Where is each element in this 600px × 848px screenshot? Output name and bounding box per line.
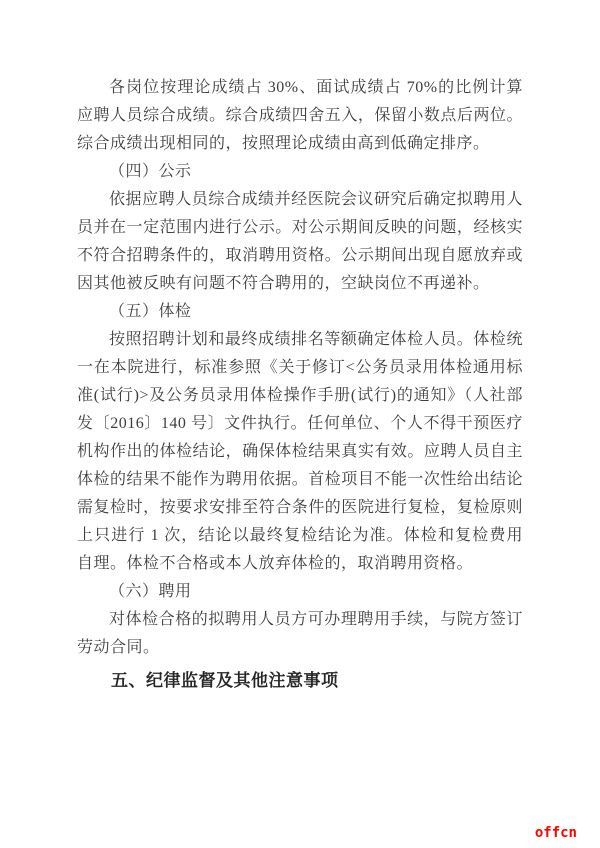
offcn-watermark: offcn: [534, 825, 577, 841]
section-subheading: （六）聘用: [109, 583, 192, 600]
document-body: [77, 74, 523, 696]
section-heading: 五、纪律监督及其他注意事项: [111, 671, 339, 690]
paragraph: 按照招聘计划和最终成绩排名等额确定体检人员。体检统一在本院进行，标准参照《关于修订<公务员录用体检通用标准(试行)>及公务员录用体检操作手册(试行)的通知》（人社部发〔2016〕140 号〕文件执行。任何单位、个人不得干预医疗机构作出的体检结论，确保体检结果真实有效。应聘人员自主体检的结果不能作为聘用依据。首检项目不能一次性给出结论需复检时，按要求安排至符合条件的医院进行复检，复检原则上只进行 1 次，结论以最终复检结论为准。体检和复检费用自理。体检不合格或本人放弃体检的，取消聘用资格。: [77, 331, 523, 572]
paragraph: 各岗位按理论成绩占 30%、面试成绩占 70%的比例计算应聘人员综合成绩。综合成绩四舍五入，保留小数点后两位。综合成绩出现相同的，按照理论成绩由高到低确定排序。: [77, 79, 523, 152]
paragraph: 依据应聘人员综合成绩并经医院会议研究后确定拟聘用人员并在一定范围内进行公示。对公示期间反映的问题，经核实不符合招聘条件的，取消聘用资格。公示期间出现自愿放弃或因其他被反映有问题不符合聘用的，空缺岗位不再递补。: [77, 191, 523, 292]
paragraph: 对体检合格的拟聘用人员方可办理聘用手续，与院方签订劳动合同。: [77, 611, 523, 656]
section-subheading: （四）公示: [109, 163, 192, 180]
section-subheading: （五）体检: [109, 303, 192, 320]
